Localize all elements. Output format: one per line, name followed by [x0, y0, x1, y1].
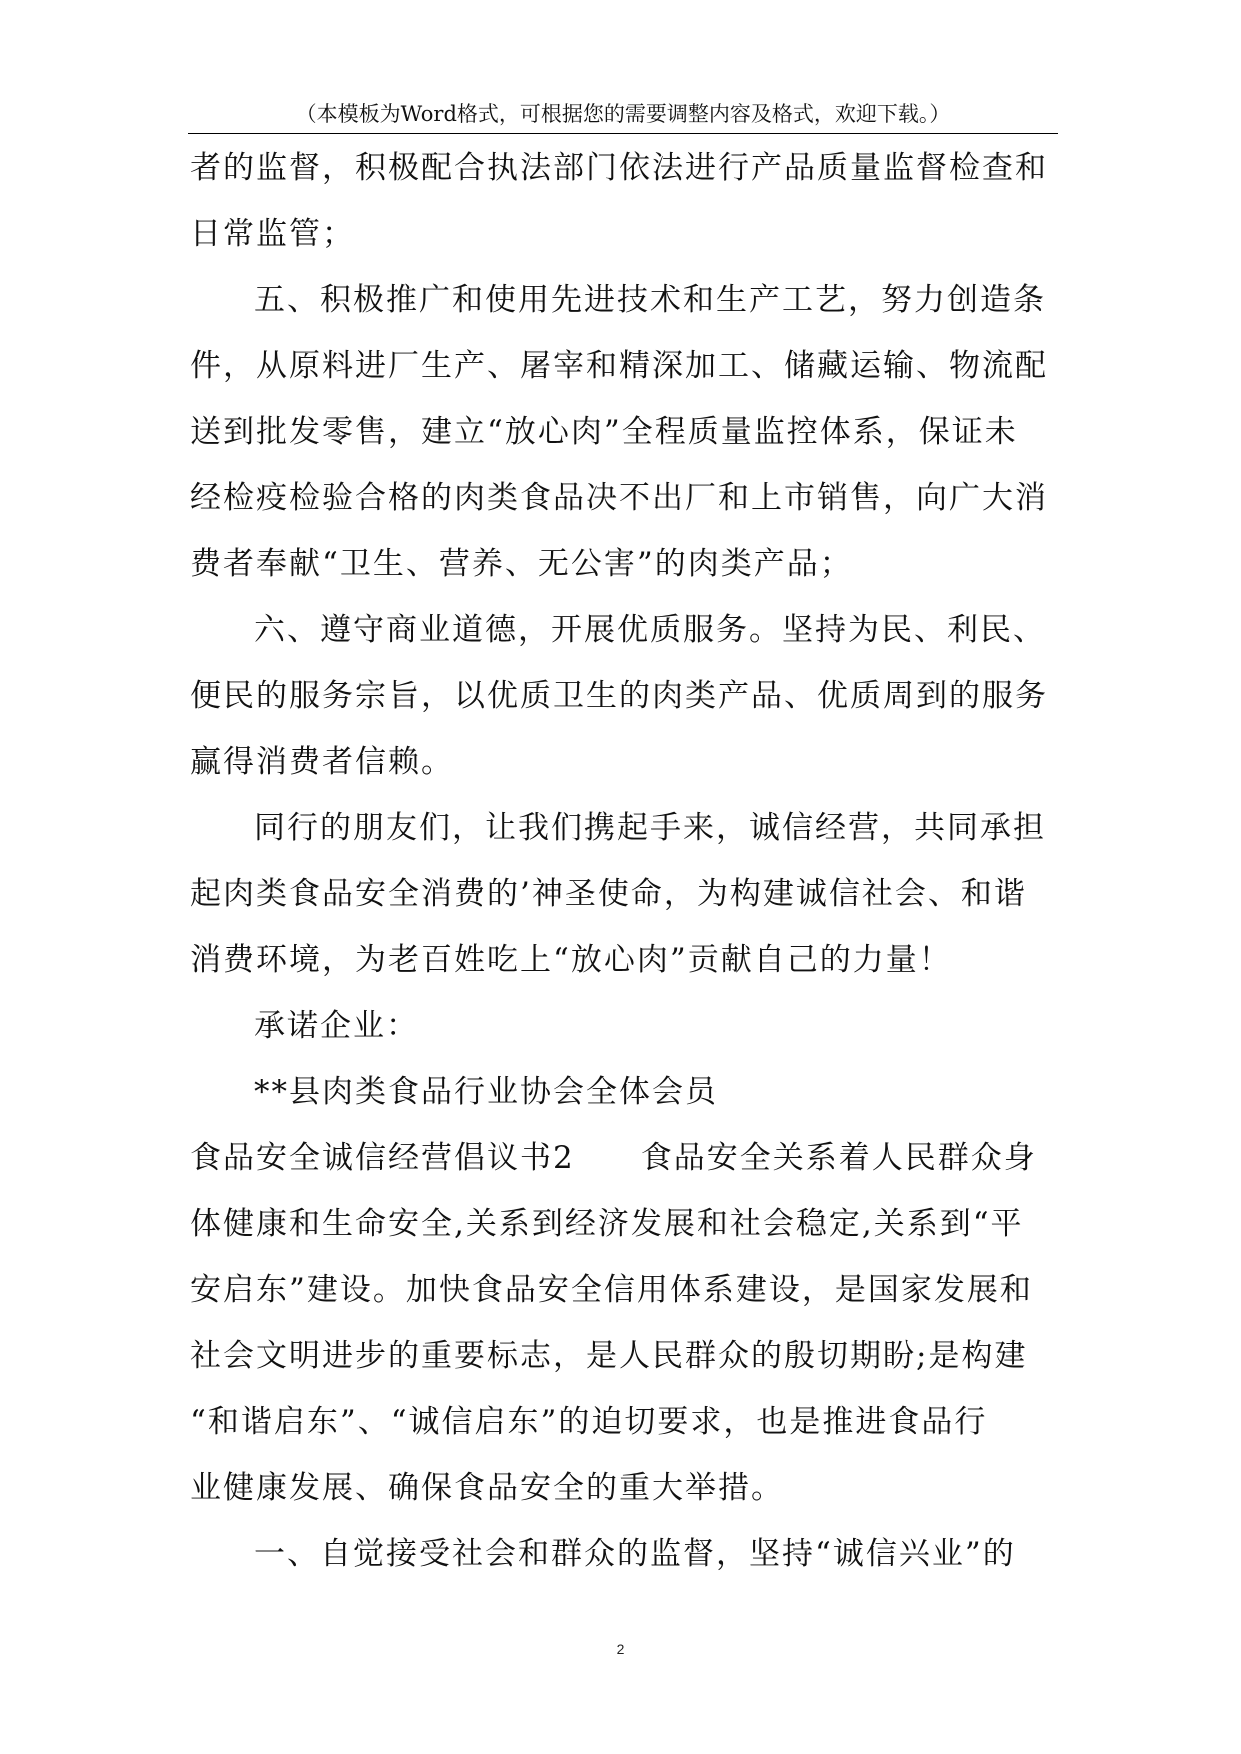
body-line: 六、遵守商业道德，开展优质服务。坚持为民、利民、	[254, 612, 1046, 648]
header-note: （本模板为Word格式，可根据您的需要调整内容及格式，欢迎下载。）	[295, 102, 951, 126]
body-line: 者的监督，积极配合执法部门依法进行产品质量监督检查和	[190, 150, 1048, 186]
body-line: 五、积极推广和使用先进技术和生产工艺，努力创造条	[254, 282, 1046, 318]
header-divider	[188, 133, 1058, 134]
body-line: 承诺企业：	[254, 1008, 419, 1044]
page-number: 2	[616, 1641, 625, 1657]
body-line: 食品安全诚信经营倡议书2 食品安全关系着人民群众身	[190, 1140, 1037, 1176]
body-line: 送到批发零售，建立“放心肉”全程质量监控体系，保证未	[190, 414, 1018, 450]
body-line: 经检疫检验合格的肉类食品决不出厂和上市销售，向广大消	[190, 480, 1048, 516]
body-line: 一、自觉接受社会和群众的监督，坚持“诚信兴业”的	[254, 1536, 1016, 1572]
body-line: **县肉类食品行业协会全体会员	[254, 1074, 718, 1110]
body-line: “和谐启东”、“诚信启东”的迫切要求，也是推进食品行	[190, 1404, 988, 1440]
body-line: 日常监管；	[190, 216, 355, 252]
body-line: 赢得消费者信赖。	[190, 744, 454, 780]
body-line: 体健康和生命安全,关系到经济发展和社会稳定,关系到“平	[190, 1206, 1024, 1242]
body-line: 安启东”建设。加快食品安全信用体系建设，是国家发展和	[190, 1272, 1033, 1308]
body-line: 便民的服务宗旨，以优质卫生的肉类产品、优质周到的服务	[190, 678, 1048, 714]
body-line: 起肉类食品安全消费的’神圣使命，为构建诚信社会、和谐	[190, 876, 1027, 912]
body-line: 消费环境，为老百姓吃上“放心肉”贡献自己的力量！	[190, 942, 952, 978]
body-line: 件，从原料进厂生产、屠宰和精深加工、储藏运输、物流配	[190, 348, 1048, 384]
body-line: 费者奉献“卫生、营养、无公害”的肉类产品；	[190, 546, 853, 582]
body-line: 社会文明进步的重要标志，是人民群众的殷切期盼;是构建	[190, 1338, 1028, 1374]
body-line: 同行的朋友们，让我们携起手来，诚信经营，共同承担	[254, 810, 1046, 846]
body-line: 业健康发展、确保食品安全的重大举措。	[190, 1470, 784, 1506]
